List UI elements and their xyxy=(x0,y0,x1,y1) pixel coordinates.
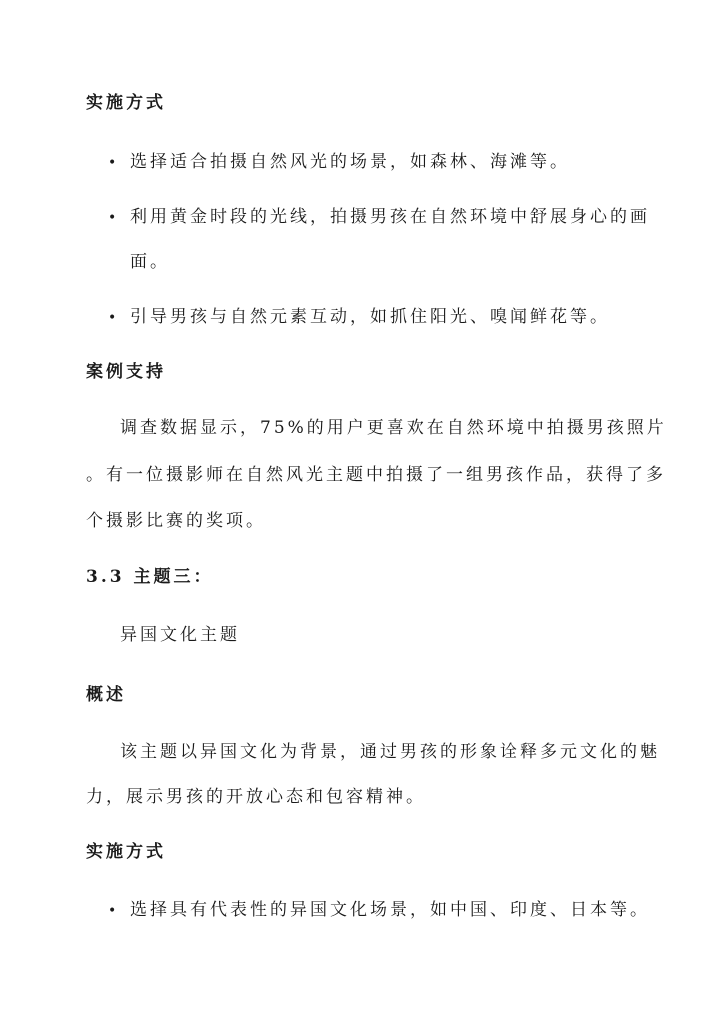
theme-name: 异国文化主题 xyxy=(120,625,240,645)
bullet-item xyxy=(108,302,610,327)
paragraph-line: 该主题以异国文化为背景，通过男孩的形象诠释多元文化的魅 xyxy=(120,742,660,762)
paragraph-line: 力，展示男孩的开放心态和包容精神。 xyxy=(86,787,426,807)
section-heading-overview: 概述 xyxy=(86,685,126,705)
bullet-icon: • xyxy=(108,210,117,226)
bullet-text: 引导男孩与自然元素互动，如抓住阳光、嗅闻鲜花等。 xyxy=(130,307,610,327)
bullet-item xyxy=(108,202,650,227)
paragraph-line: 。有一位摄影师在自然风光主题中拍摄了一组男孩作品，获得了多 xyxy=(86,465,666,485)
paragraph-line: 调查数据显示，75%的用户更喜欢在自然环境中拍摄男孩照片 xyxy=(120,418,667,438)
bullet-icon: • xyxy=(108,155,117,171)
section-heading-case-support: 案例支持 xyxy=(86,362,166,382)
bullet-item xyxy=(108,895,650,920)
bullet-text: 选择具有代表性的异国文化场景，如中国、印度、日本等。 xyxy=(130,900,650,920)
bullet-text: 选择适合拍摄自然风光的场景，如森林、海滩等。 xyxy=(130,152,570,172)
section-heading-implementation: 实施方式 xyxy=(86,842,166,862)
section-heading-theme3: 3.3 主题三： xyxy=(86,567,214,587)
bullet-icon: • xyxy=(108,903,117,919)
paragraph-line: 个摄影比赛的奖项。 xyxy=(86,511,266,531)
bullet-item xyxy=(108,147,570,172)
bullet-text-continuation: 面。 xyxy=(130,252,170,272)
bullet-text: 利用黄金时段的光线，拍摄男孩在自然环境中舒展身心的画 xyxy=(130,207,650,227)
bullet-icon: • xyxy=(108,310,117,326)
section-heading-implementation: 实施方式 xyxy=(86,93,166,113)
